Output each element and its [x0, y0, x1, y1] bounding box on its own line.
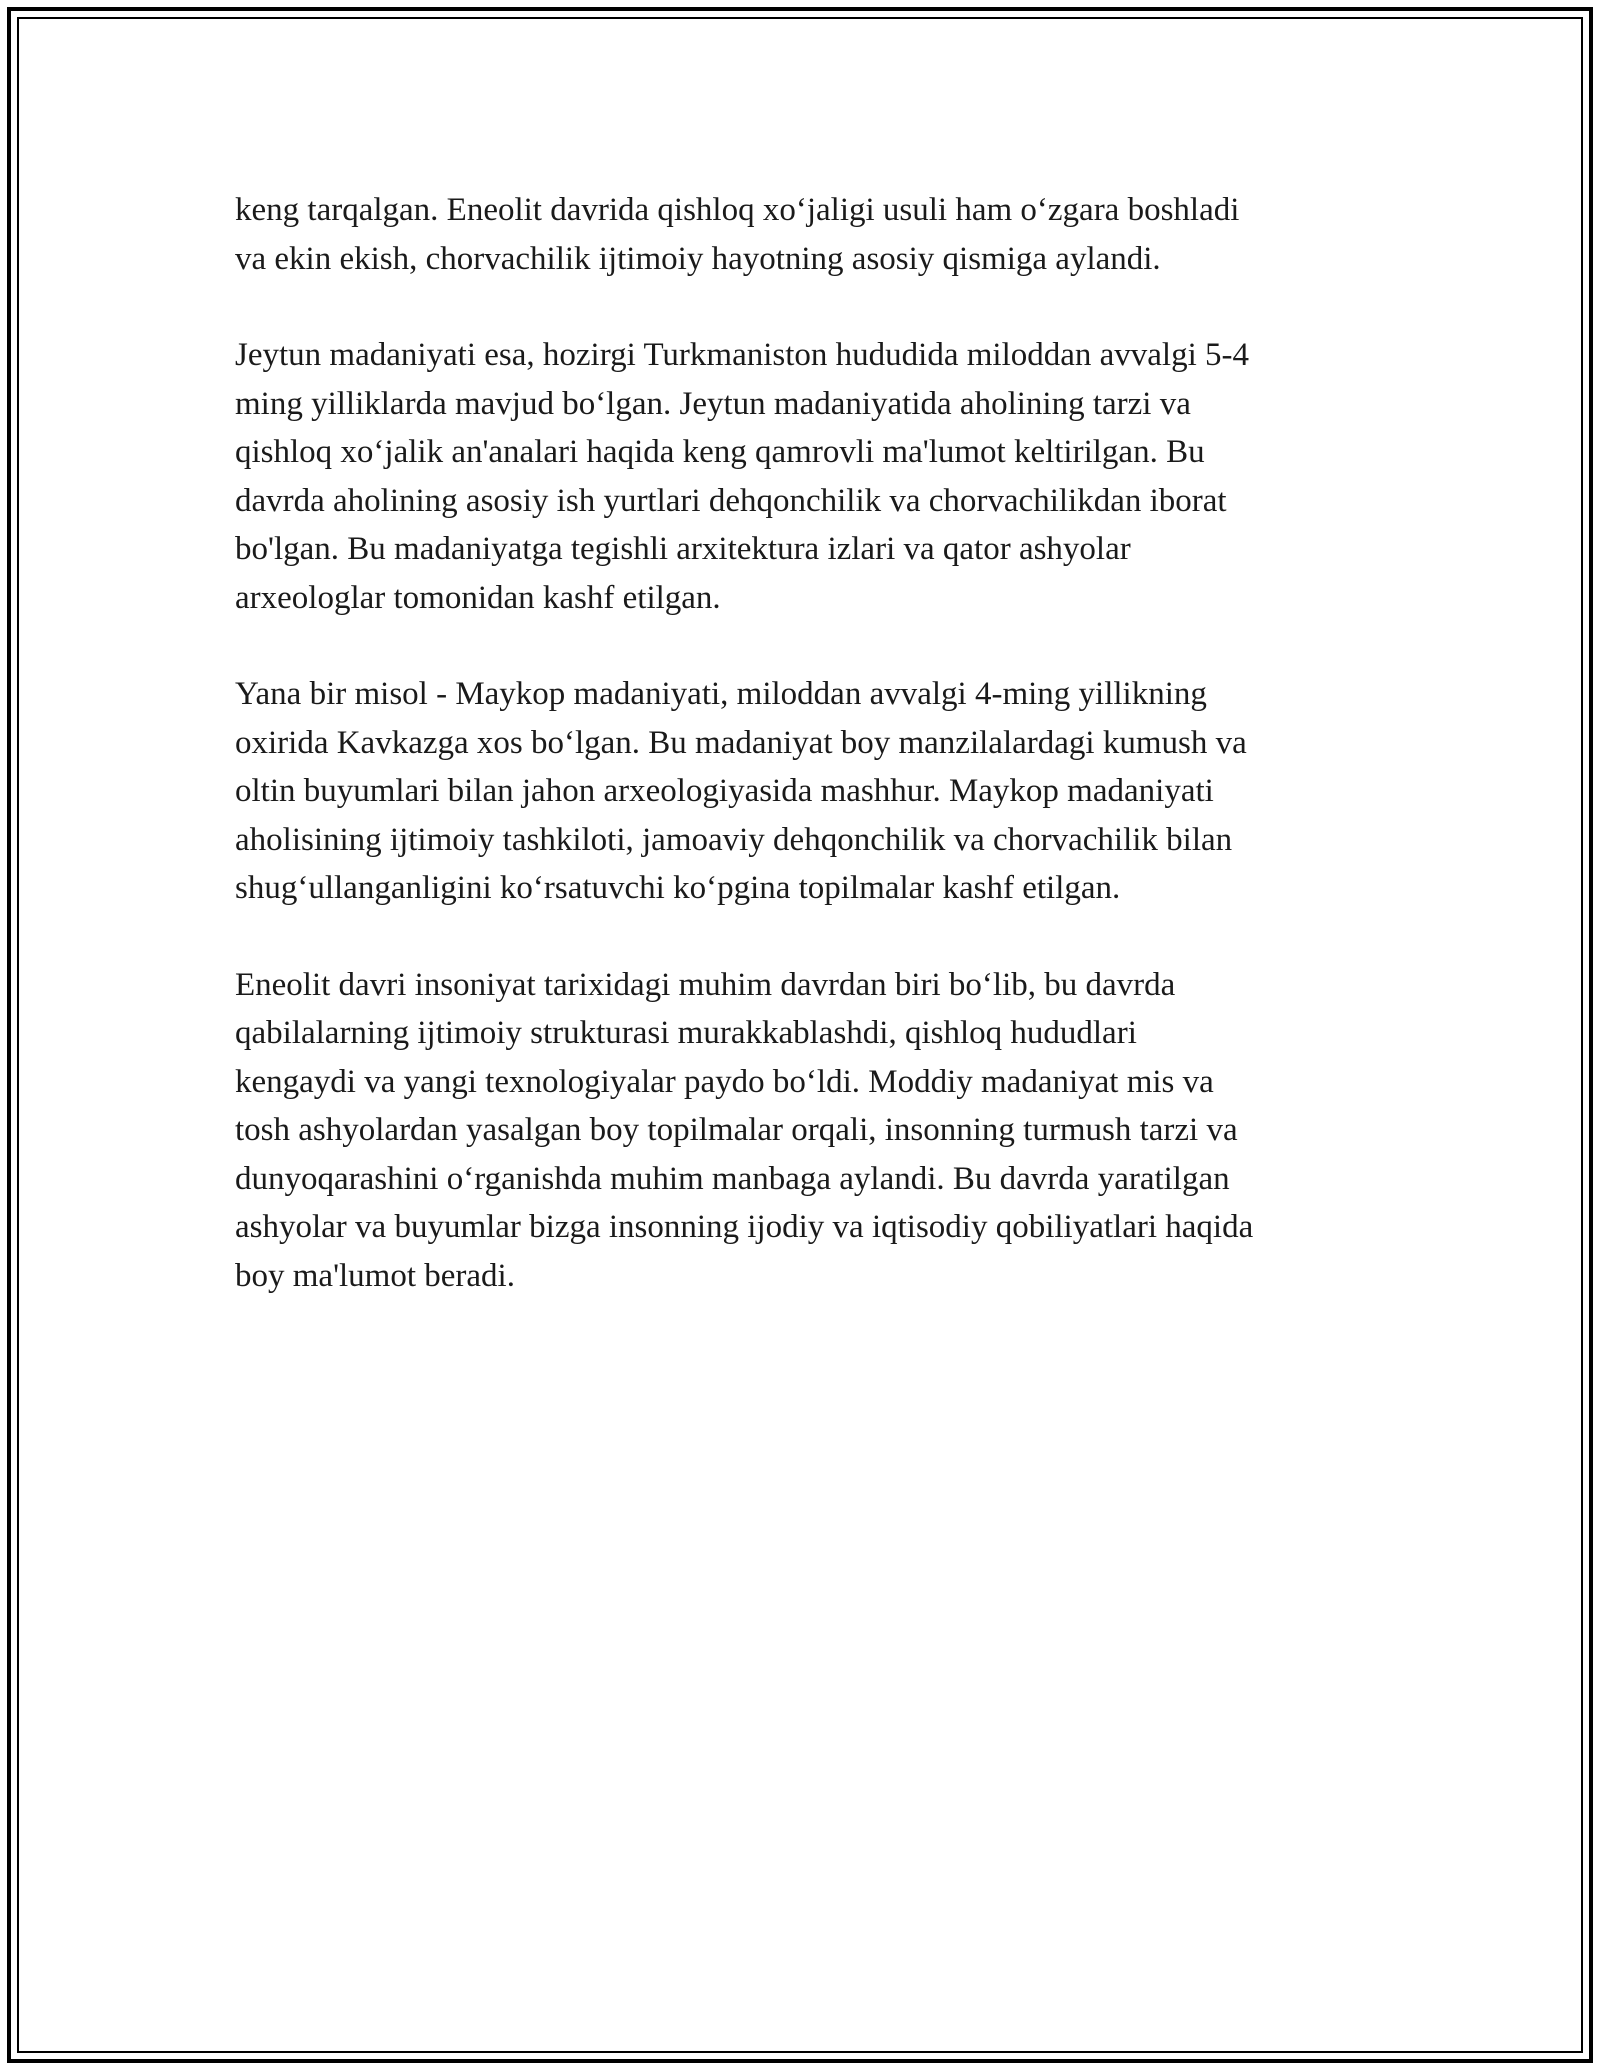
text-line: kengaydi va yangi texnologiyalar paydo bo‘ldi. Moddiy madaniyat mis va [235, 1063, 1214, 1100]
paragraph-3 [235, 670, 1375, 913]
text-line: keng tarqalgan. Eneolit davrida qishloq xo‘jaligi usuli ham o‘zgara boshladi [235, 192, 1240, 228]
text-line: bo'lgan. Bu madaniyatga tegishli arxitektura izlari va qator ashyolar [235, 531, 1131, 567]
text-line: oxirida Kavkazga xos bo‘lgan. Bu madaniyat boy manzilalardagi kumush va [235, 724, 1247, 761]
text-line: qabilalarning ijtimoiy strukturasi murakkablashdi, qishloq hududlari [235, 1015, 1137, 1051]
text-line: qishloq xo‘jalik an'analari haqida keng qamrovli ma'lumot keltirilgan. Bu [235, 434, 1205, 470]
text-line: davrda aholining asosiy ish yurtlari dehqonchilik va chorvachilikdan iborat [235, 482, 1227, 519]
text-line: aholisining ijtimoiy tashkiloti, jamoaviy dehqonchilik va chorvachilik bilan [235, 821, 1233, 858]
text-line: ming yilliklarda mavjud bo‘lgan. Jeytun madaniyatida aholining tarzi va [235, 385, 1191, 422]
paragraph-2 [235, 331, 1375, 622]
text-line: arxeologlar tomonidan kashf etilgan. [235, 579, 721, 616]
text-line: va ekin ekish, chorvachilik ijtimoiy hayotning asosiy qismiga aylandi. [235, 240, 1161, 277]
document-body [235, 186, 1375, 1348]
text-line: boy ma'lumot beradi. [235, 1257, 515, 1294]
text-line: oltin buyumlari bilan jahon arxeologiyasida mashhur. Maykop madaniyati [235, 773, 1214, 809]
text-line: ashyolar va buyumlar bizga insonning ijodiy va iqtisodiy qobiliyatlari haqida [235, 1209, 1254, 1245]
paragraph-4 [235, 961, 1375, 1301]
paragraph-1 [235, 186, 1375, 283]
text-line: Jeytun madaniyati esa, hozirgi Turkmaniston hududida miloddan avvalgi 5-4 [235, 337, 1250, 373]
text-line: dunyoqarashini o‘rganishda muhim manbaga aylandi. Bu davrda yaratilgan [235, 1160, 1230, 1197]
text-line: tosh ashyolardan yasalgan boy topilmalar orqali, insonning turmush tarzi va [235, 1112, 1238, 1148]
text-line: Yana bir misol - Maykop madaniyati, miloddan avvalgi 4-ming yillikning [235, 676, 1207, 712]
text-line: shug‘ullanganligini ko‘rsatuvchi ko‘pgina topilmalar kashf etilgan. [235, 870, 1121, 906]
text-line: Eneolit davri insoniyat tarixidagi muhim davrdan biri bo‘lib, bu davrda [235, 966, 1176, 1003]
